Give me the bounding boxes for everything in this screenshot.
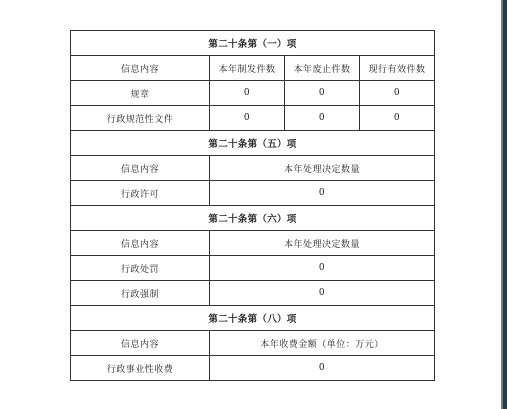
cell-value: 0 [285,81,360,106]
section-title: 第二十条第（一）项 [71,31,435,56]
section-header-row [71,206,435,231]
cell-value: 0 [285,106,360,131]
column-header-row [71,231,435,256]
row-label: 规章 [71,81,210,106]
table-row [71,256,435,281]
cell-value: 0 [210,81,285,106]
column-header: 信息内容 [71,156,210,181]
table-row [71,181,435,206]
section-title: 第二十条第（五）项 [71,131,435,156]
cell-value: 0 [210,281,435,306]
column-header: 信息内容 [71,231,210,256]
section-header-row [71,31,435,56]
row-label: 行政事业性收费 [71,356,210,381]
column-header: 本年制发件数 [210,56,285,81]
table-row [71,281,435,306]
cell-value: 0 [360,106,435,131]
column-header-row [71,156,435,181]
column-header: 本年收费金额（单位：万元） [210,331,435,356]
row-label: 行政处罚 [71,256,210,281]
section-title: 第二十条第（八）项 [71,306,435,331]
column-header: 信息内容 [71,56,210,81]
cell-value: 0 [210,256,435,281]
window-edge [501,0,507,409]
cell-value: 0 [360,81,435,106]
cell-value: 0 [210,106,285,131]
column-header-row [71,331,435,356]
table-row [71,81,435,106]
section-title: 第二十条第（六）项 [71,206,435,231]
row-label: 行政强制 [71,281,210,306]
disclosure-table [70,30,435,381]
column-header: 信息内容 [71,331,210,356]
column-header: 本年废止件数 [285,56,360,81]
cell-value: 0 [210,181,435,206]
table-row [71,106,435,131]
section-header-row [71,306,435,331]
section-header-row [71,131,435,156]
row-label: 行政规范性文件 [71,106,210,131]
column-header: 本年处理决定数量 [210,231,435,256]
cell-value: 0 [210,356,435,381]
column-header: 现行有效件数 [360,56,435,81]
column-header: 本年处理决定数量 [210,156,435,181]
row-label: 行政许可 [71,181,210,206]
table-row [71,356,435,381]
column-header-row [71,56,435,81]
